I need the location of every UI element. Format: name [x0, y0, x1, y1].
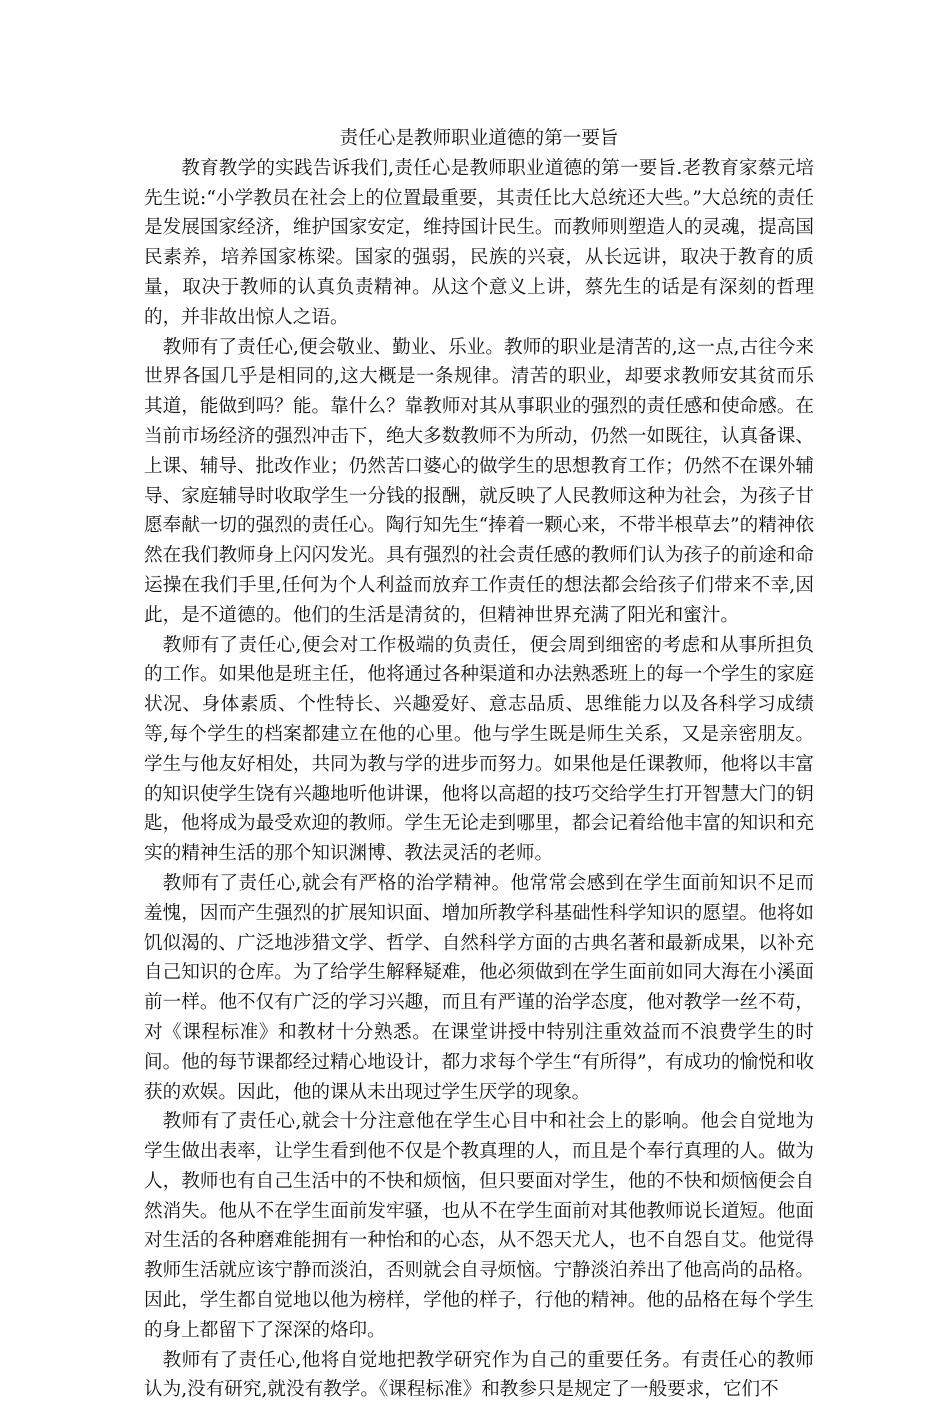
paragraph-responsibility: 教师有了责任心,便会对工作极端的负责任，便会周到细密的考虑和从事所担负的工作。如果他是班主任，他将通过各种渠道和办法熟悉班上的每一个学生的家庭状况、身体素质、个性特长、兴趣爱好、意志品质、思维能力以及各科学习成绩等,每个学生的档案都建立在他的心里。他与学生既是师生关系，又是亲密朋友。学生与他友好相处，共同为教与学的进步而努力。如果他是任课教师，他将以丰富的知识使学生饶有兴趣地听他讲课，他将以高超的技巧交给学生打开智慧大门的钥匙，他将成为最受欢迎的教师。学生无论走到哪里，都会记着给他丰富的知识和充实的精神生活的那个知识渊博、教法灵活的老师。	[144, 634, 814, 865]
paragraph-scholarship: 教师有了责任心,就会有严格的治学精神。他常常会感到在学生面前知识不足而羞愧，因而产生强烈的扩展知识面、增加所教学科基础性科学知识的愿望。他将如饥似渴的、广泛地涉猎文学、哲学、自然科学方面的古典名著和最新成果，以补充自己知识的仓库。为了给学生解释疑难，他必须做到在学生面前如同大海在小溪面前一样。他不仅有广泛的学习兴趣，而且有严谨的治学态度，他对教学一丝不苟，对《课程标准》和教材十分熟悉。在课堂讲授中特别注重效益而不浪费学生的时间。他的每节课都经过精心地设计，都力求每个学生“有所得”，有成功的愉悦和收获的欢娱。因此，他的课从未出现过学生厌学的现象。	[144, 872, 814, 1103]
paragraph-intro: 教育教学的实践告诉我们,责任心是教师职业道德的第一要旨.老教育家蔡元培先生说:“小学教员在社会上的位置最重要，其责任比大总统还大些。”大总统的责任是发展国家经济，维护国家安定，维持国计民生。而教师则塑造人的灵魂，提高国民素养，培养国家栋梁。国家的强弱，民族的兴衰，从长远讲，取决于教育的质量，取决于教师的认真负责精神。从这个意义上讲，蔡先生的话是有深刻的哲理的，并非故出惊人之语。	[144, 157, 814, 328]
document-title: 责任心是教师职业道德的第一要旨	[339, 128, 619, 149]
paragraph-dedication: 教师有了责任心,便会敬业、勤业、乐业。教师的职业是清苦的,这一点,古往今来世界各国几乎是相同的,这大概是一条规律。清苦的职业，却要求教师安其贫而乐其道，能做到吗？能。靠什么？靠教师对其从事职业的强烈的责任感和使命感。在当前市场经济的强烈冲击下，绝大多数教师不为所动，仍然一如既往，认真备课、上课、辅导、批改作业；仍然苦口婆心的做学生的思想教育工作；仍然不在课外辅导、家庭辅导时收取学生一分钱的报酬，就反映了人民教师这种为社会，为孩子甘愿奉献一切的强烈的责任心。陶行知先生“捧着一颗心来，不带半根草去”的精神依然在我们教师身上闪闪发光。具有强烈的社会责任感的教师们认为孩子的前途和命运操在我们手里,任何为个人利益而放弃工作责任的想法都会给孩子们带来不幸,因此，是不道德的。他们的生活是清贫的，但精神世界充满了阳光和蜜汁。	[144, 336, 814, 626]
paragraph-research: 教师有了责任心,他将自觉地把教学研究作为自己的重要任务。有责任心的教师认为,没有研究,就没有教学。《课程标准》和教参只是规定了一般要求，它们不	[144, 1349, 814, 1401]
document-body	[144, 124, 814, 1405]
paragraph-influence: 教师有了责任心,就会十分注意他在学生心目中和社会上的影响。他会自觉地为学生做出表率，让学生看到他不仅是个教真理的人，而且是个奉行真理的人。做为人，教师也有自己生活中的不快和烦恼，但只要面对学生，他的不快和烦恼便会自然消失。他从不在学生面前发牢骚，也从不在学生面前对其他教师说长道短。他面对生活的各种磨难能拥有一种怡和的心态，从不怨天尤人，也不自怨自艾。他觉得教师生活就应该宁静而淡泊，否则就会自寻烦恼。宁静淡泊养出了他高尚的品格。因此，学生都自觉地以他为榜样，学他的样子，行他的精神。他的品格在每个学生的身上都留下了深深的烙印。	[144, 1111, 814, 1341]
